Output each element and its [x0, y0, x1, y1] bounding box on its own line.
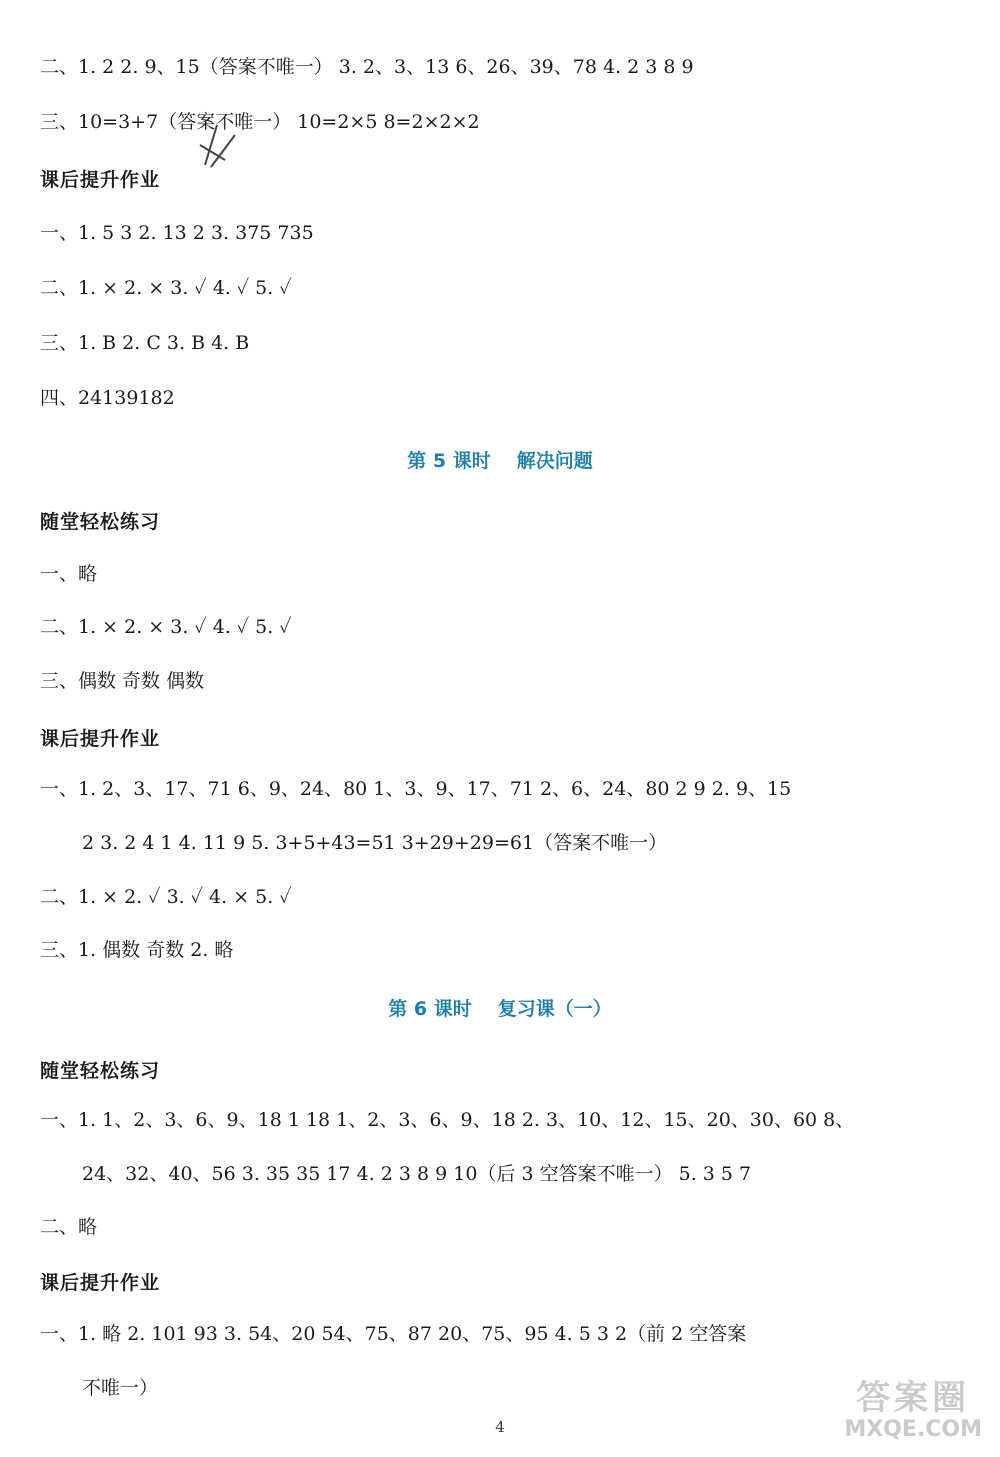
watermark-logo: 答案圈 MXQE.COM: [844, 1378, 982, 1442]
answer-line: 二、1. 2 2. 9、15（答案不唯一） 3. 2、3、13 6、26、39、78 4. 2 3 8 9: [40, 56, 694, 78]
answer-line: 不唯一）: [82, 1377, 159, 1399]
page-number: 4: [495, 1418, 505, 1436]
answer-line: 2 3. 2 4 1 4. 11 9 5. 3+5+43=51 3+29+29=61（答案不唯一）: [82, 832, 668, 854]
answer-line: 三、10=3+7（答案不唯一） 10=2×5 8=2×2×2: [40, 111, 480, 133]
answer-line: 一、1. 略 2. 101 93 3. 54、20 54、75、87 20、75、95 4. 5 3 2（前 2 空答案: [40, 1323, 747, 1345]
answer-line: 二、略: [40, 1216, 98, 1238]
section-heading: 课后提升作业: [40, 728, 161, 750]
answer-line: 一、1. 2、3、17、71 6、9、24、80 1、3、9、17、71 2、6、24、80 2 9 2. 9、15: [40, 778, 792, 800]
answer-line: 一、1. 1、2、3、6、9、18 1 18 1、2、3、6、9、18 2. 3、10、12、15、20、30、60 8、: [40, 1109, 855, 1131]
lesson-title: 第 5 课时 解决问题: [407, 450, 593, 472]
pen-mark-icon: [195, 105, 255, 175]
answer-line: 三、1. B 2. C 3. B 4. B: [40, 332, 250, 354]
answer-line: 一、略: [40, 563, 98, 585]
lesson-title: 第 6 课时 复习课（一）: [388, 998, 612, 1020]
section-heading: 随堂轻松练习: [40, 511, 161, 533]
section-heading: 课后提升作业: [40, 1272, 161, 1294]
answer-line: 三、1. 偶数 奇数 2. 略: [40, 939, 234, 961]
answer-line: 24、32、40、56 3. 35 35 17 4. 2 3 8 9 10（后 3 空答案不唯一） 5. 3 5 7: [82, 1163, 752, 1185]
answer-line: 三、偶数 奇数 偶数: [40, 670, 205, 692]
answer-line: 二、1. × 2. ✓ 3. ✓ 4. × 5. ✓: [40, 886, 292, 908]
answer-line: 二、1. × 2. × 3. ✓ 4. ✓ 5. ✓: [40, 277, 292, 299]
section-heading: 随堂轻松练习: [40, 1060, 161, 1082]
answer-line: 四、24139182: [40, 387, 175, 409]
answer-line: 二、1. × 2. × 3. ✓ 4. ✓ 5. ✓: [40, 616, 292, 638]
section-heading: 课后提升作业: [40, 169, 161, 191]
answer-line: 一、1. 5 3 2. 13 2 3. 375 735: [40, 222, 314, 244]
